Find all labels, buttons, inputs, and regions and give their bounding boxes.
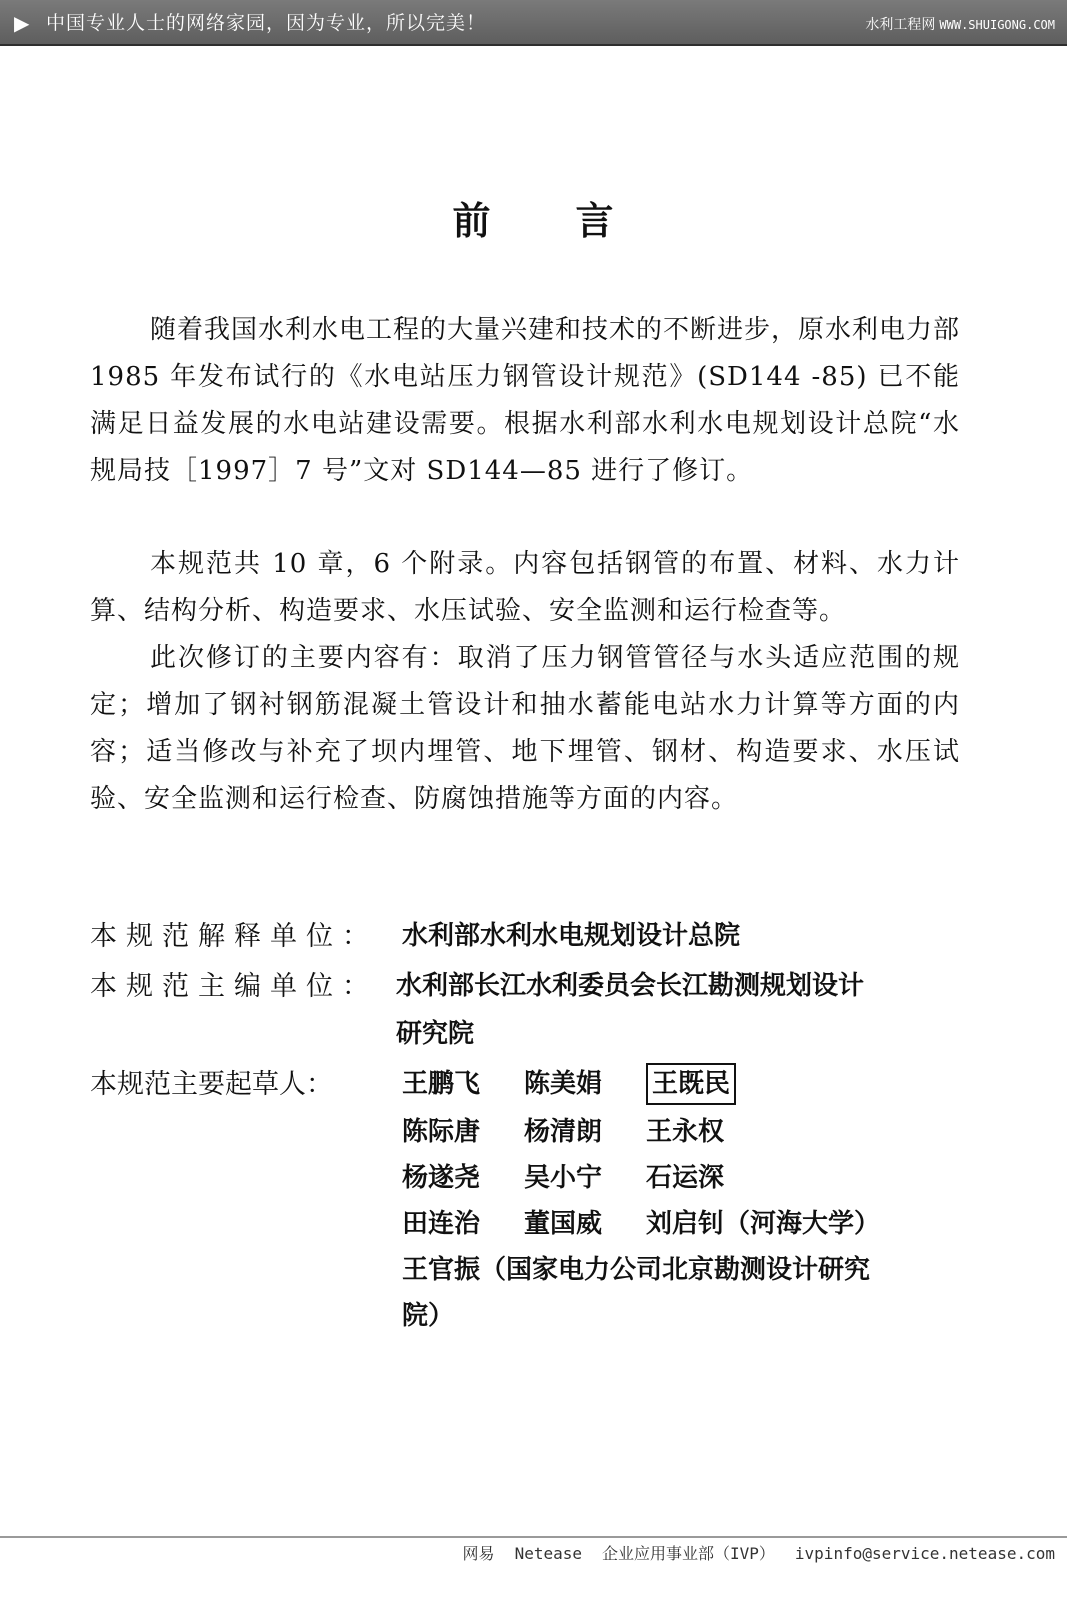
footer-brand-cn: 网易 [462, 1544, 495, 1563]
drafter-name-boxed [646, 1061, 736, 1108]
interpret-unit-value: 水利部水利水电规划设计总院 [402, 921, 741, 951]
editor-unit-value-line1: 水利部长江水利委员会长江勘测规划设计 [396, 971, 865, 1001]
colon: ： [306, 1069, 333, 1100]
drafter-name: 刘启钊（河海大学） [646, 1209, 881, 1239]
footer-brand-en: Netease [514, 1544, 582, 1563]
footer-divider [0, 1536, 1067, 1538]
top-banner [0, 0, 1067, 46]
drafter-name: 田连治 [402, 1209, 481, 1239]
site-url[interactable]: WWW.SHUIGONG.COM [939, 18, 1055, 32]
editor-unit-value-line2: 研究院 [396, 1019, 475, 1049]
title-char-2: 言 [575, 199, 615, 243]
paragraph-1: 随着我国水利水电工程的大量兴建和技术的不断进步，原水利电力部 1985 年发布试行的《水电站压力钢管设计规范》(SD144 -85) 已不能满足日益发展的水电站建设需要。根据水利部水利水电规划设计总院“水规局技［1997］7 号”文对 SD144—85 进行了修订。 [90, 315, 961, 486]
play-arrow-icon: ▶ [14, 11, 30, 35]
drafter-name: 石运深 [646, 1163, 725, 1193]
drafter-name: 董国威 [524, 1209, 603, 1239]
drafter-name: 陈美娟 [524, 1069, 603, 1099]
interpret-unit-label: 本规范解释单位 [90, 921, 342, 952]
drafter-name-line1: 王官振（国家电力公司北京勘测设计研究 [402, 1255, 871, 1285]
drafter-name: 吴小宁 [524, 1163, 603, 1193]
colon: ： [342, 921, 369, 952]
page-title [0, 190, 1067, 245]
drafter-name: 杨清朗 [524, 1117, 603, 1147]
drafter-name-line2: 院） [402, 1301, 455, 1331]
title-char-1: 前 [452, 199, 492, 243]
footer-department: 企业应用事业部（IVP） [602, 1544, 775, 1563]
drafter-name: 王永权 [646, 1117, 725, 1147]
banner-slogan: 中国专业人士的网络家园，因为专业，所以完美！ [46, 12, 487, 34]
site-name: 水利工程网 [865, 17, 936, 33]
footer [443, 1540, 1055, 1568]
drafter-name: 王鹏飞 [402, 1069, 481, 1099]
drafters-label: 本规范主要起草人 [90, 1069, 306, 1100]
interpret-unit-row [90, 913, 375, 960]
boxed-name-frame: 王既民 [646, 1063, 736, 1105]
colon: ： [342, 971, 369, 1002]
editor-unit-label: 本规范主编单位 [90, 971, 342, 1002]
editor-unit-row [90, 963, 375, 1010]
drafter-name: 杨遂尧 [402, 1163, 481, 1193]
paragraph-3: 此次修订的主要内容有：取消了压力钢管管径与水头适应范围的规定；增加了钢衬钢筋混凝土管设计和抽水蓄能电站水力计算等方面的内容；适当修改与补充了坝内埋管、地下埋管、钢材、构造要求、水压试验、安全监测和运行检查、防腐蚀措施等方面的内容。 [90, 643, 960, 814]
site-logo-text[interactable] [865, 15, 1055, 35]
footer-email-link[interactable]: ivpinfo@service.netease.com [794, 1544, 1055, 1563]
drafters-row [90, 1061, 339, 1108]
drafter-name: 陈际唐 [402, 1117, 481, 1147]
paragraph-2: 本规范共 10 章，6 个附录。内容包括钢管的布置、材料、水力计算、结构分析、构造要求、水压试验、安全监测和运行检查等。 [90, 549, 960, 626]
